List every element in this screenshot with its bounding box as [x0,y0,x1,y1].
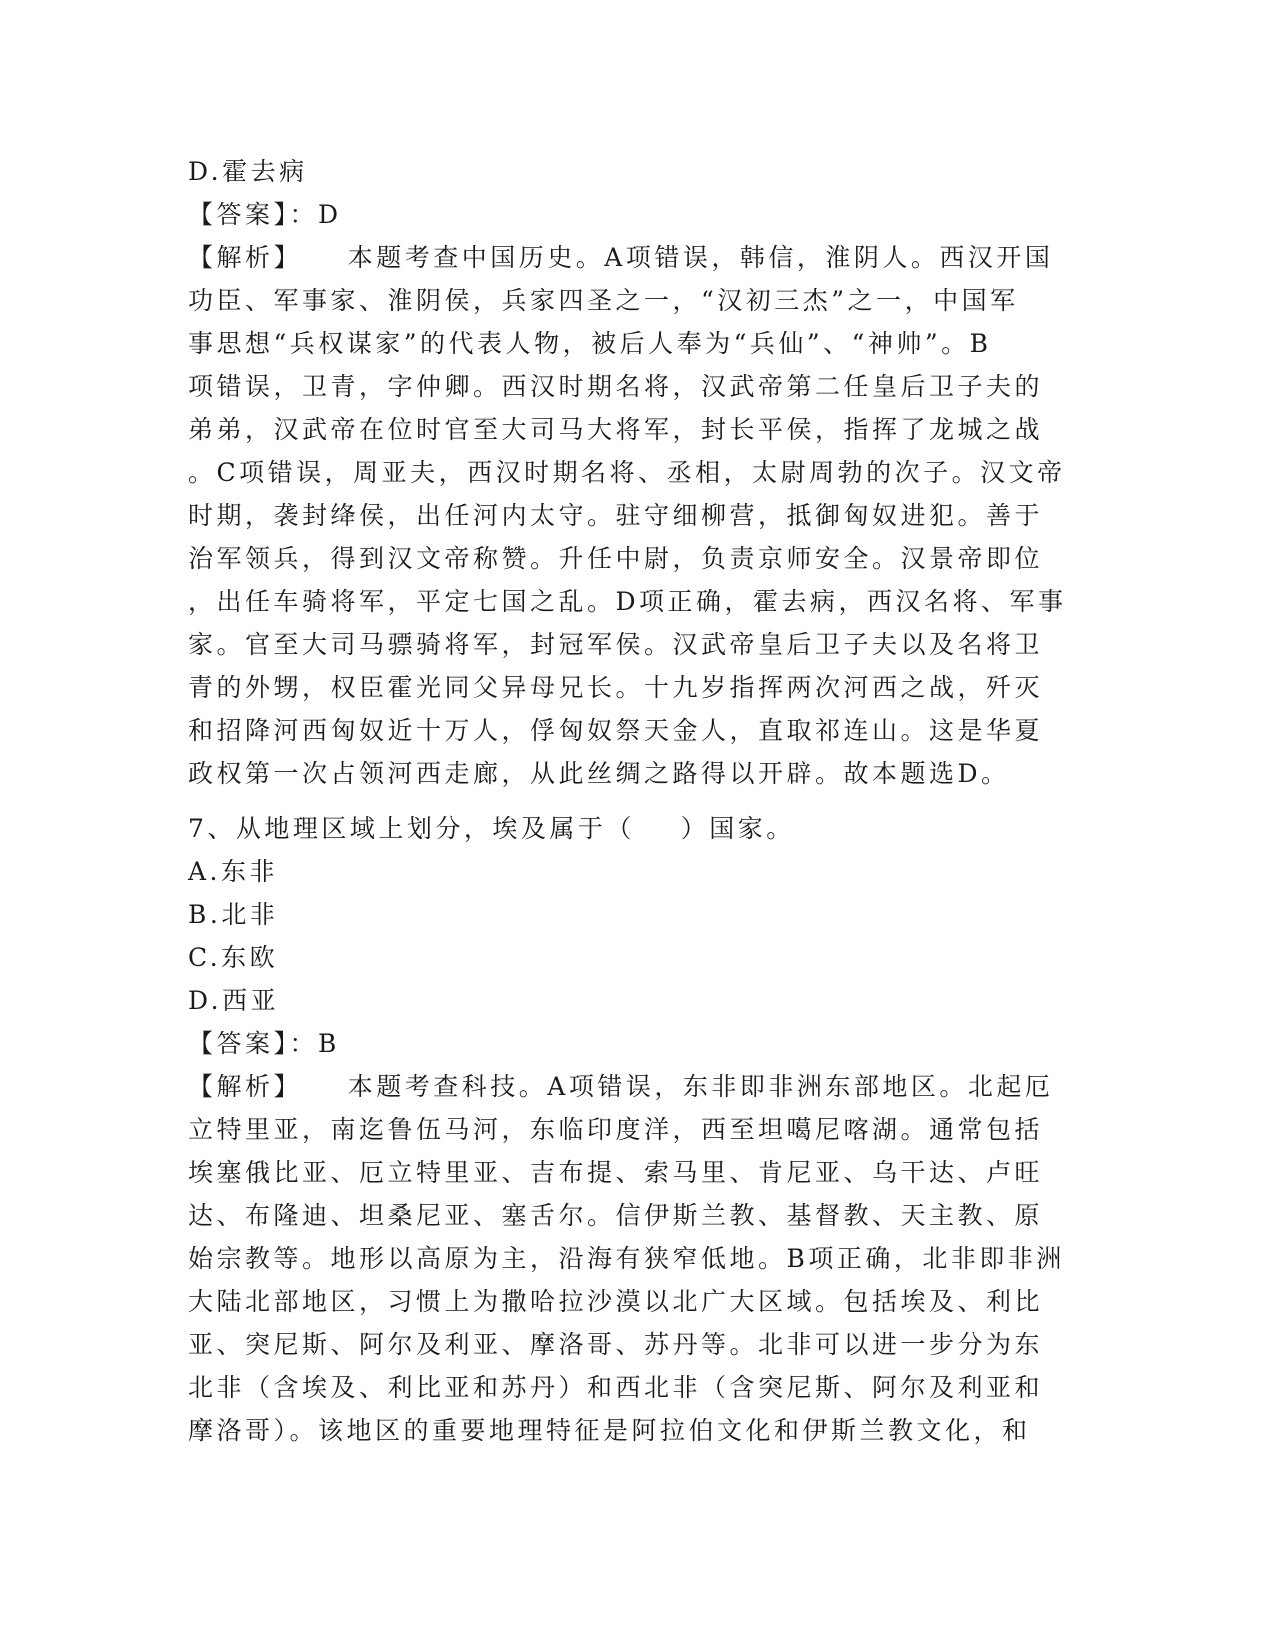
q7-question: 7、从地理区域上划分，埃及属于（ ）国家。 [188,814,795,843]
q6-analysis-line: 事思想“兵权谋家”的代表人物，被后人奉为“兵仙”、“神帅”。B [188,329,992,358]
document-page [188,150,1088,1452]
q6-answer: 【答案】：D [188,200,342,229]
q6-option-d: D.霍去病 [188,157,308,186]
q6-analysis-line: 。C项错误，周亚夫，西汉时期名将、丞相，太尉周勃的次子。汉文帝 [188,458,1066,487]
q7-analysis-line: 始宗教等。地形以高原为主，沿海有狭窄低地。B项正确，北非即非洲 [188,1244,1065,1273]
q6-analysis-line: 治军领兵，得到汉文帝称赞。升任中尉，负责京师安全。汉景帝即位 [188,544,1044,573]
q6-analysis-line: 【解析】 本题考查中国历史。A项错误，韩信，淮阴人。西汉开国 [188,243,1054,272]
q6-analysis-line: 政权第一次占领河西走廊，从此丝绸之路得以开辟。故本题选D。 [188,759,1010,788]
q6-analysis-line: 和招降河西匈奴近十万人，俘匈奴祭天金人，直取祁连山。这是华夏 [188,716,1044,745]
q6-analysis-line: ，出任车骑将军，平定七国之乱。D项正确，霍去病，西汉名将、军事 [188,587,1067,616]
q7-analysis-line: 北非（含埃及、利比亚和苏丹）和西北非（含突尼斯、阿尔及利亚和 [188,1373,1044,1402]
q6-analysis-line: 弟弟，汉武帝在位时官至大司马大将军，封长平侯，指挥了龙城之战 [188,415,1044,444]
q6-analysis [188,236,1088,795]
q7-option-b: B.北非 [188,900,279,929]
q6-analysis-line: 时期，袭封绛侯，出任河内太守。驻守细柳营，抵御匈奴进犯。善于 [188,501,1044,530]
q7-option-c: C.东欧 [188,943,279,972]
q7-option-a: A.东非 [188,857,279,886]
q7-analysis [188,1065,1088,1452]
q7-analysis-line: 立特里亚，南迄鲁伍马河，东临印度洋，西至坦噶尼喀湖。通常包括 [188,1115,1044,1144]
q7-analysis-line: 达、布隆迪、坦桑尼亚、塞舌尔。信伊斯兰教、基督教、天主教、原 [188,1201,1044,1230]
q6-analysis-line: 功臣、军事家、淮阴侯，兵家四圣之一，“汉初三杰”之一，中国军 [188,286,1019,315]
q7-option-d: D.西亚 [188,986,280,1015]
q7-analysis-line: 亚、突尼斯、阿尔及利亚、摩洛哥、苏丹等。北非可以进一步分为东 [188,1330,1044,1359]
q6-analysis-line: 青的外甥，权臣霍光同父异母兄长。十九岁指挥两次河西之战，歼灭 [188,673,1044,702]
q7-analysis-line: 埃塞俄比亚、厄立特里亚、吉布提、索马里、肯尼亚、乌干达、卢旺 [188,1158,1044,1187]
q7-analysis-line: 摩洛哥）。该地区的重要地理特征是阿拉伯文化和伊斯兰教文化，和 [188,1416,1031,1445]
q6-analysis-line: 项错误，卫青，字仲卿。西汉时期名将，汉武帝第二任皇后卫子夫的 [188,372,1044,401]
q7-analysis-line: 大陆北部地区，习惯上为撒哈拉沙漠以北广大区域。包括埃及、利比 [188,1287,1044,1316]
q7-analysis-line: 【解析】 本题考查科技。A项错误，东非即非洲东部地区。北起厄 [188,1072,1054,1101]
q6-analysis-line: 家。官至大司马骠骑将军，封冠军侯。汉武帝皇后卫子夫以及名将卫 [188,630,1044,659]
q7-answer: 【答案】：B [188,1029,340,1058]
